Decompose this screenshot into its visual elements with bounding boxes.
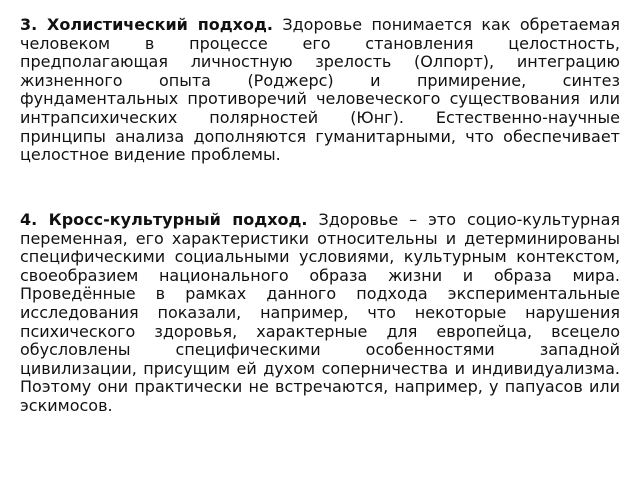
paragraph-cross-cultural-approach xyxy=(20,211,620,416)
paragraph-body: Здоровье понимается как обретаемая человеком в процессе его становления целостность, предполагающая личностную зрелость (Олпорт), интеграцию жизненного опыта (Роджерс) и примирение, синтез фундаментальных противоречий человеческого существования или интрапсихических полярностей (Юнг). Естественно-научные принципы анализа дополняются гуманитарными, что обеспечивает целостное видение проблемы. xyxy=(20,15,620,165)
paragraph-heading: 4. Кросс-культурный подход. xyxy=(20,210,308,229)
paragraph-holistic-approach xyxy=(20,16,620,165)
paragraph-body: Здоровье – это социо-культурная переменная, его характеристики относительны и детерминированы специфическими социальными условиями, культурным контекстом, своеобразием национального образа жизни и образа мира. Проведённые в рамках данного подхода экспериментальные исследования показали, например, что некоторые нарушения психического здоровья, характерные для европейца, всецело обусловлены специфическими особенностями западной цивилизации, присущим ей духом соперничества и индивидуализма. Поэтому они практически не встречаются, например, у папуасов или эскимосов. xyxy=(20,210,620,415)
paragraph-heading: 3. Холистический подход. xyxy=(20,15,273,34)
